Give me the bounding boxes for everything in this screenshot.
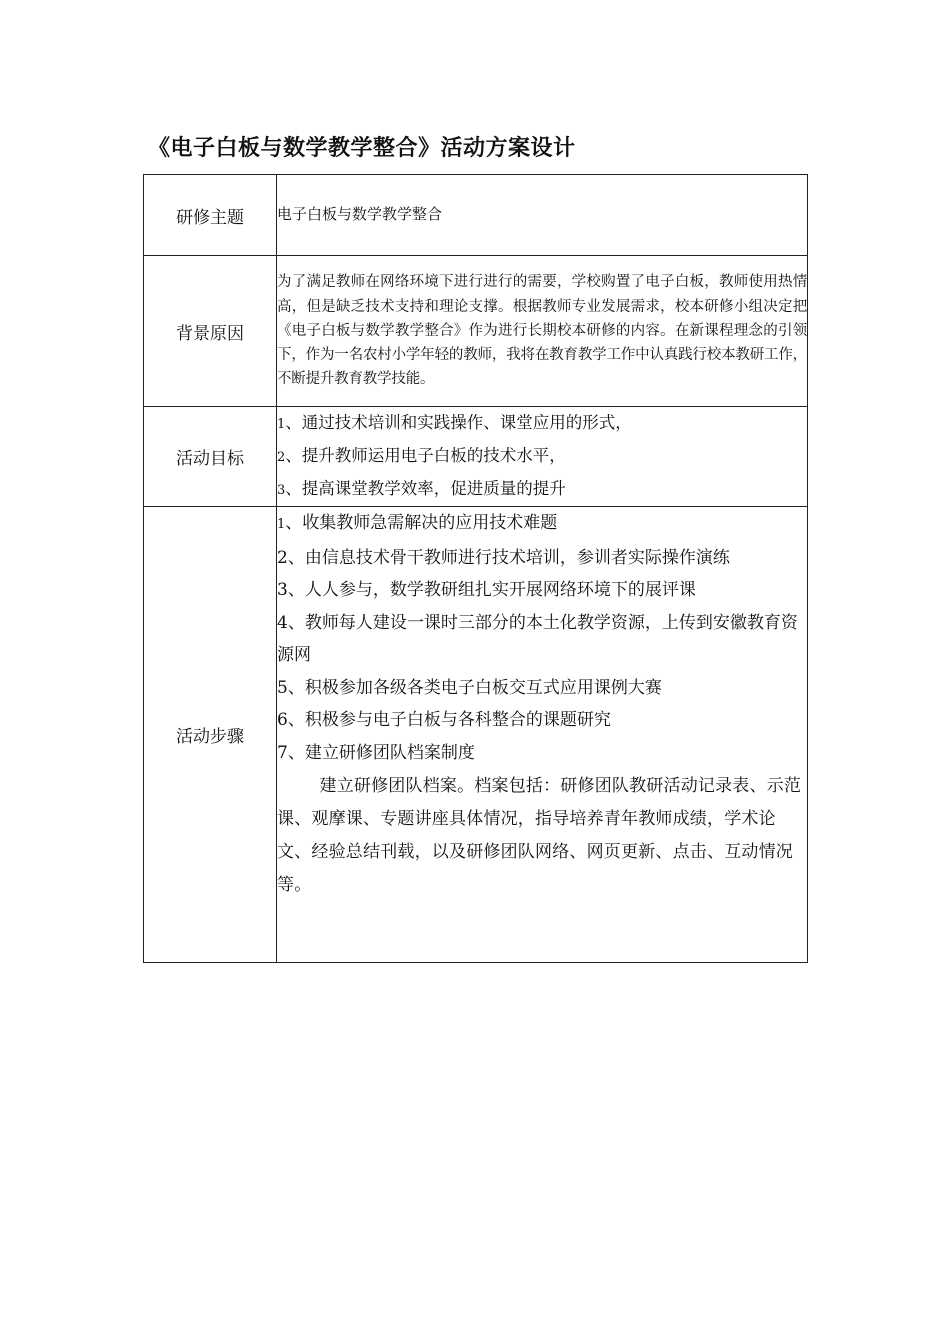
table-row-background	[144, 256, 808, 407]
step-item	[277, 737, 807, 770]
goals-label: 活动目标	[144, 407, 277, 507]
topic-cell	[277, 175, 808, 256]
step-text: 、积极参与电子白板与各科整合的课题研究	[287, 710, 611, 730]
step-text: 、人人参与，数学教研组扎实开展网络环境下的展评课	[287, 580, 696, 600]
goal-item	[277, 407, 807, 440]
step-number: 6	[277, 710, 288, 730]
step-item	[277, 507, 807, 542]
step-item	[277, 672, 807, 705]
step-item	[277, 574, 807, 607]
step-number: 5	[277, 677, 288, 698]
goal-text: 、通过技术培训和实践操作、课堂应用的形式，	[285, 413, 632, 432]
step-number: 2	[277, 547, 288, 568]
goal-item	[277, 473, 807, 506]
topic-value: 电子白板与数学教学整合	[277, 205, 443, 223]
table-row-steps	[144, 507, 808, 963]
document-title: 《电子白板与数学教学整合》活动方案设计	[148, 135, 576, 161]
table-row-goals	[144, 407, 808, 507]
background-label: 背景原因	[144, 256, 277, 407]
background-text: 为了满足教师在网络环境下进行进行的需要，学校购置了电子白板，教师使用热情高，但是缺乏技术支持和理论支撑。根据教师专业发展需求，校本研修小组决定把《电子白板与数学教学整合》作为进行长期校本研修的内容。在新课程理念的引领下，作为一名农村小学年轻的教师，我将在教育教学工作中认真践行校本教研工作，不断提升教育教学技能。	[277, 274, 807, 388]
step-text: 、收集教师急需解决的应用技术难题	[285, 513, 558, 533]
step-text: 、建立研修团队档案制度	[287, 742, 475, 763]
goal-number: 1	[277, 417, 286, 432]
goal-number: 3	[277, 483, 286, 498]
topic-label: 研修主题	[144, 175, 277, 256]
step-item	[277, 542, 807, 575]
step-item	[277, 704, 807, 737]
step-number: 4	[277, 612, 288, 633]
goal-item	[277, 440, 807, 473]
steps-label: 活动步骤	[144, 507, 277, 963]
step-text: 、积极参加各级各类电子白板交互式应用课例大赛	[287, 677, 662, 698]
goal-text: 、提升教师运用电子白板的技术水平，	[285, 446, 566, 465]
step-text: 、教师每人建设一课时三部分的本土化教学资源，上传到安徽教育资源网	[277, 612, 798, 665]
goal-number: 2	[277, 450, 286, 465]
step-text: 、由信息技术骨干教师进行技术培训，参训者实际操作演练	[287, 547, 730, 568]
step-number: 3	[277, 580, 288, 600]
background-cell	[277, 256, 808, 407]
goal-text: 、提高课堂教学效率，促进质量的提升	[285, 479, 566, 498]
goals-cell	[277, 407, 808, 507]
archive-description: 建立研修团队档案。档案包括：研修团队教研活动记录表、示范课、观摩课、专题讲座具体情况，指导培养青年教师成绩，学术论文、经验总结刊载，以及研修团队网络、网页更新、点击、互动情况等。	[277, 776, 802, 895]
step-number: 1	[277, 517, 286, 532]
step-number: 7	[277, 742, 288, 763]
activity-plan-table	[143, 174, 808, 963]
step-item	[277, 607, 807, 672]
table-row-topic	[144, 175, 808, 256]
steps-cell	[277, 507, 808, 963]
